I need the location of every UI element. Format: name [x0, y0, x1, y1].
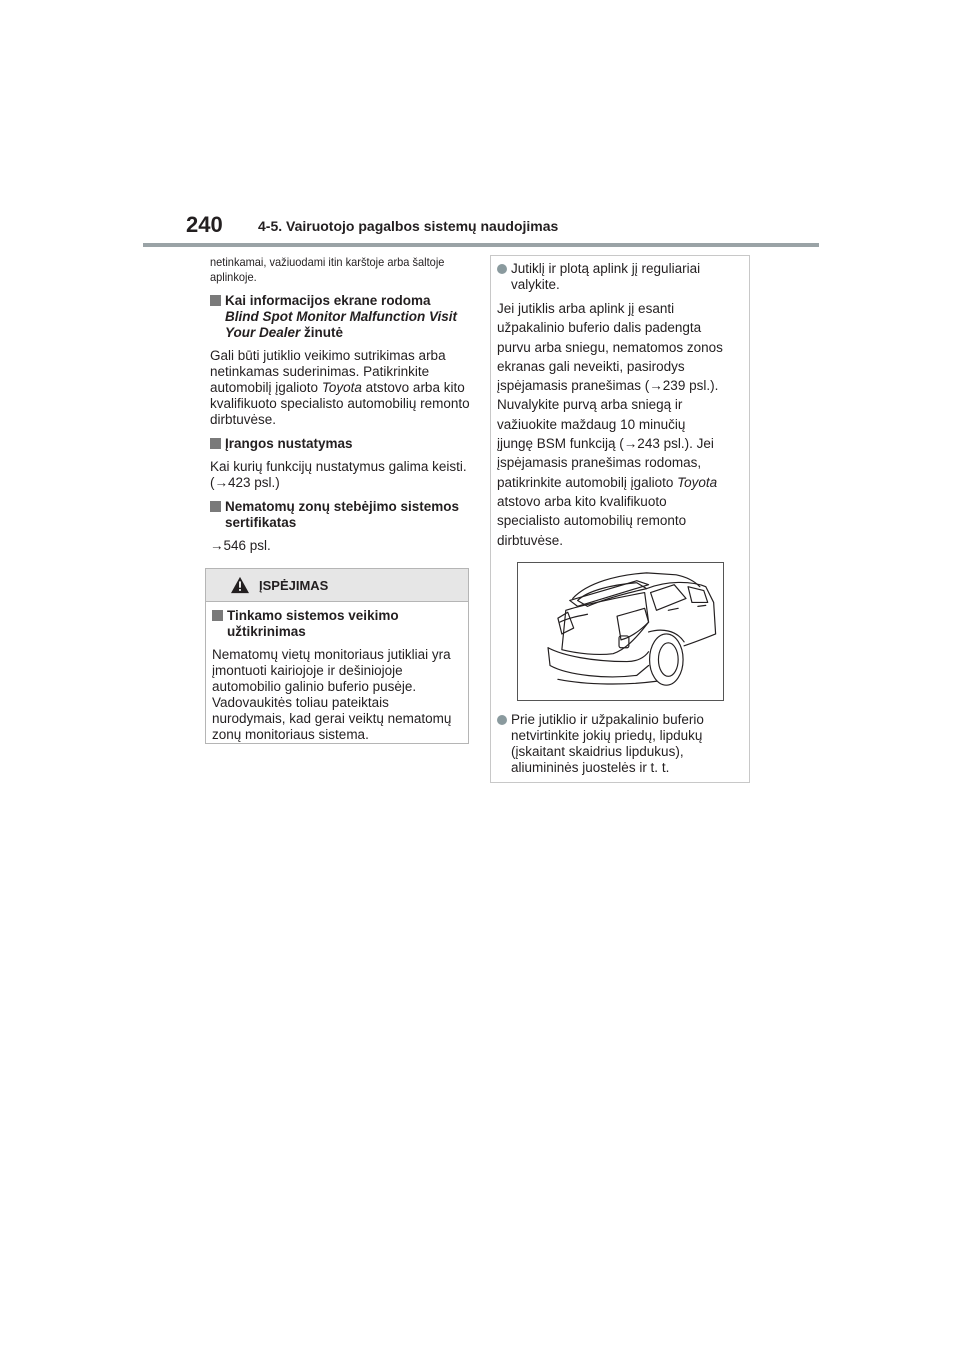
para-line: dirbtuvėse.	[497, 532, 564, 548]
square-bullet-icon	[210, 438, 221, 449]
para-line: užpakalinio buferio dalis padengta	[497, 320, 702, 336]
heading-text: Įrangos nustatymas	[225, 436, 353, 451]
warning-heading	[212, 608, 460, 640]
chapter-title: 4-5. Vairuotojo pagalbos sistemų naudojimas	[258, 218, 559, 234]
heading-text-end: žinutė	[304, 325, 344, 340]
square-bullet-icon	[212, 610, 223, 621]
para-line: atstovo arba kito kvalifikuoto	[497, 493, 667, 509]
header-rule	[143, 243, 819, 247]
heading-text: Kai informacijos ekrane rodoma	[225, 293, 431, 308]
intro-text: netinkamai, važiuodami itin karštoje arba šaltoje aplinkoje.	[210, 255, 445, 284]
para-line: įspėjamasis pranešimas rodomas,	[497, 455, 702, 471]
message-text: Blind Spot Monitor Malfunction Visit Your Dealer	[225, 309, 457, 340]
settings-body: Kai kurių funkcijų nustatymus galima keisti. (→423 psl.)	[210, 459, 467, 490]
para-line: Jei jutiklis arba aplink jį esanti	[497, 301, 675, 316]
round-bullet-icon	[497, 264, 507, 274]
square-bullet-icon	[210, 501, 221, 512]
round-bullet-icon	[497, 715, 507, 725]
right-column	[490, 255, 750, 783]
para-line-text: patikrinkite automobilį įgalioto	[497, 474, 674, 490]
section-heading-settings	[210, 436, 472, 452]
cleaning-paragraph	[497, 299, 737, 550]
para-line: specialisto automobilių remonto	[497, 513, 687, 529]
square-bullet-icon	[210, 295, 221, 306]
car-rear-illustration	[517, 562, 724, 701]
brand-text: Toyota	[677, 474, 718, 490]
section-heading-malfunction	[210, 293, 472, 341]
warning-title: ĮSPĖJIMAS	[259, 577, 329, 593]
warning-header	[206, 569, 468, 602]
bullet-item	[497, 261, 737, 293]
bullet-text: Jutiklį ir plotą aplink jį reguliariai valykite.	[511, 261, 701, 292]
page-number: 240	[186, 212, 223, 237]
body-text: Gali būti jutiklio veikimo sutrikimas arba netinkamas suderinimas. Patikrinkite automobilį įgalioto	[210, 348, 446, 395]
para-line: purvu arba sniegu, nematomos zonos	[497, 339, 723, 355]
para-line: ekranas gali neveikti, pasirodys	[497, 358, 685, 374]
para-line: važiuokite maždaug 10 minučių	[497, 416, 686, 432]
heading-text: Tinkamo sistemos veikimo užtikrinimas	[227, 608, 399, 639]
bullet-item	[497, 712, 737, 776]
para-line	[497, 473, 737, 492]
warning-body: Nematomų vietų monitoriaus jutikliai yra įmontuoti kairiojoje ir dešiniojoje automobilio galinio buferio pusėje. Vadovaukitės toliau pateiktais nurodymais, kad gerai veiktų nematomų zonų monitoriaus sistema.	[212, 647, 452, 742]
warning-box	[205, 568, 469, 744]
bullet-text: Prie jutiklio ir užpakalinio buferio netvirtinkite jokių priedų, lipdukų (įskaitant skaidrius lipdukus), aliumininės juostelės ir t. t.	[511, 712, 704, 775]
para-line: įspėjamasis pranešimas (→239 psl.).	[497, 378, 719, 394]
warning-triangle-icon	[231, 576, 249, 594]
heading-text: Nematomų zonų stebėjimo sistemos sertifikatas	[225, 499, 460, 530]
certificate-body: →546 psl.	[210, 538, 271, 553]
section-heading-certificate	[210, 499, 472, 531]
body-text-end: atstovo arba kito kvalifikuoto specialisto automobilių remonto dirbtuvėse.	[210, 380, 470, 427]
para-line: įjungę BSM funkciją (→243 psl.). Jei	[497, 436, 714, 452]
car-illustration	[518, 563, 723, 700]
brand-text: Toyota	[321, 380, 362, 395]
malfunction-body	[210, 348, 472, 428]
left-column	[210, 255, 472, 554]
para-line: Nuvalykite purvą arba sniegą ir	[497, 397, 683, 413]
